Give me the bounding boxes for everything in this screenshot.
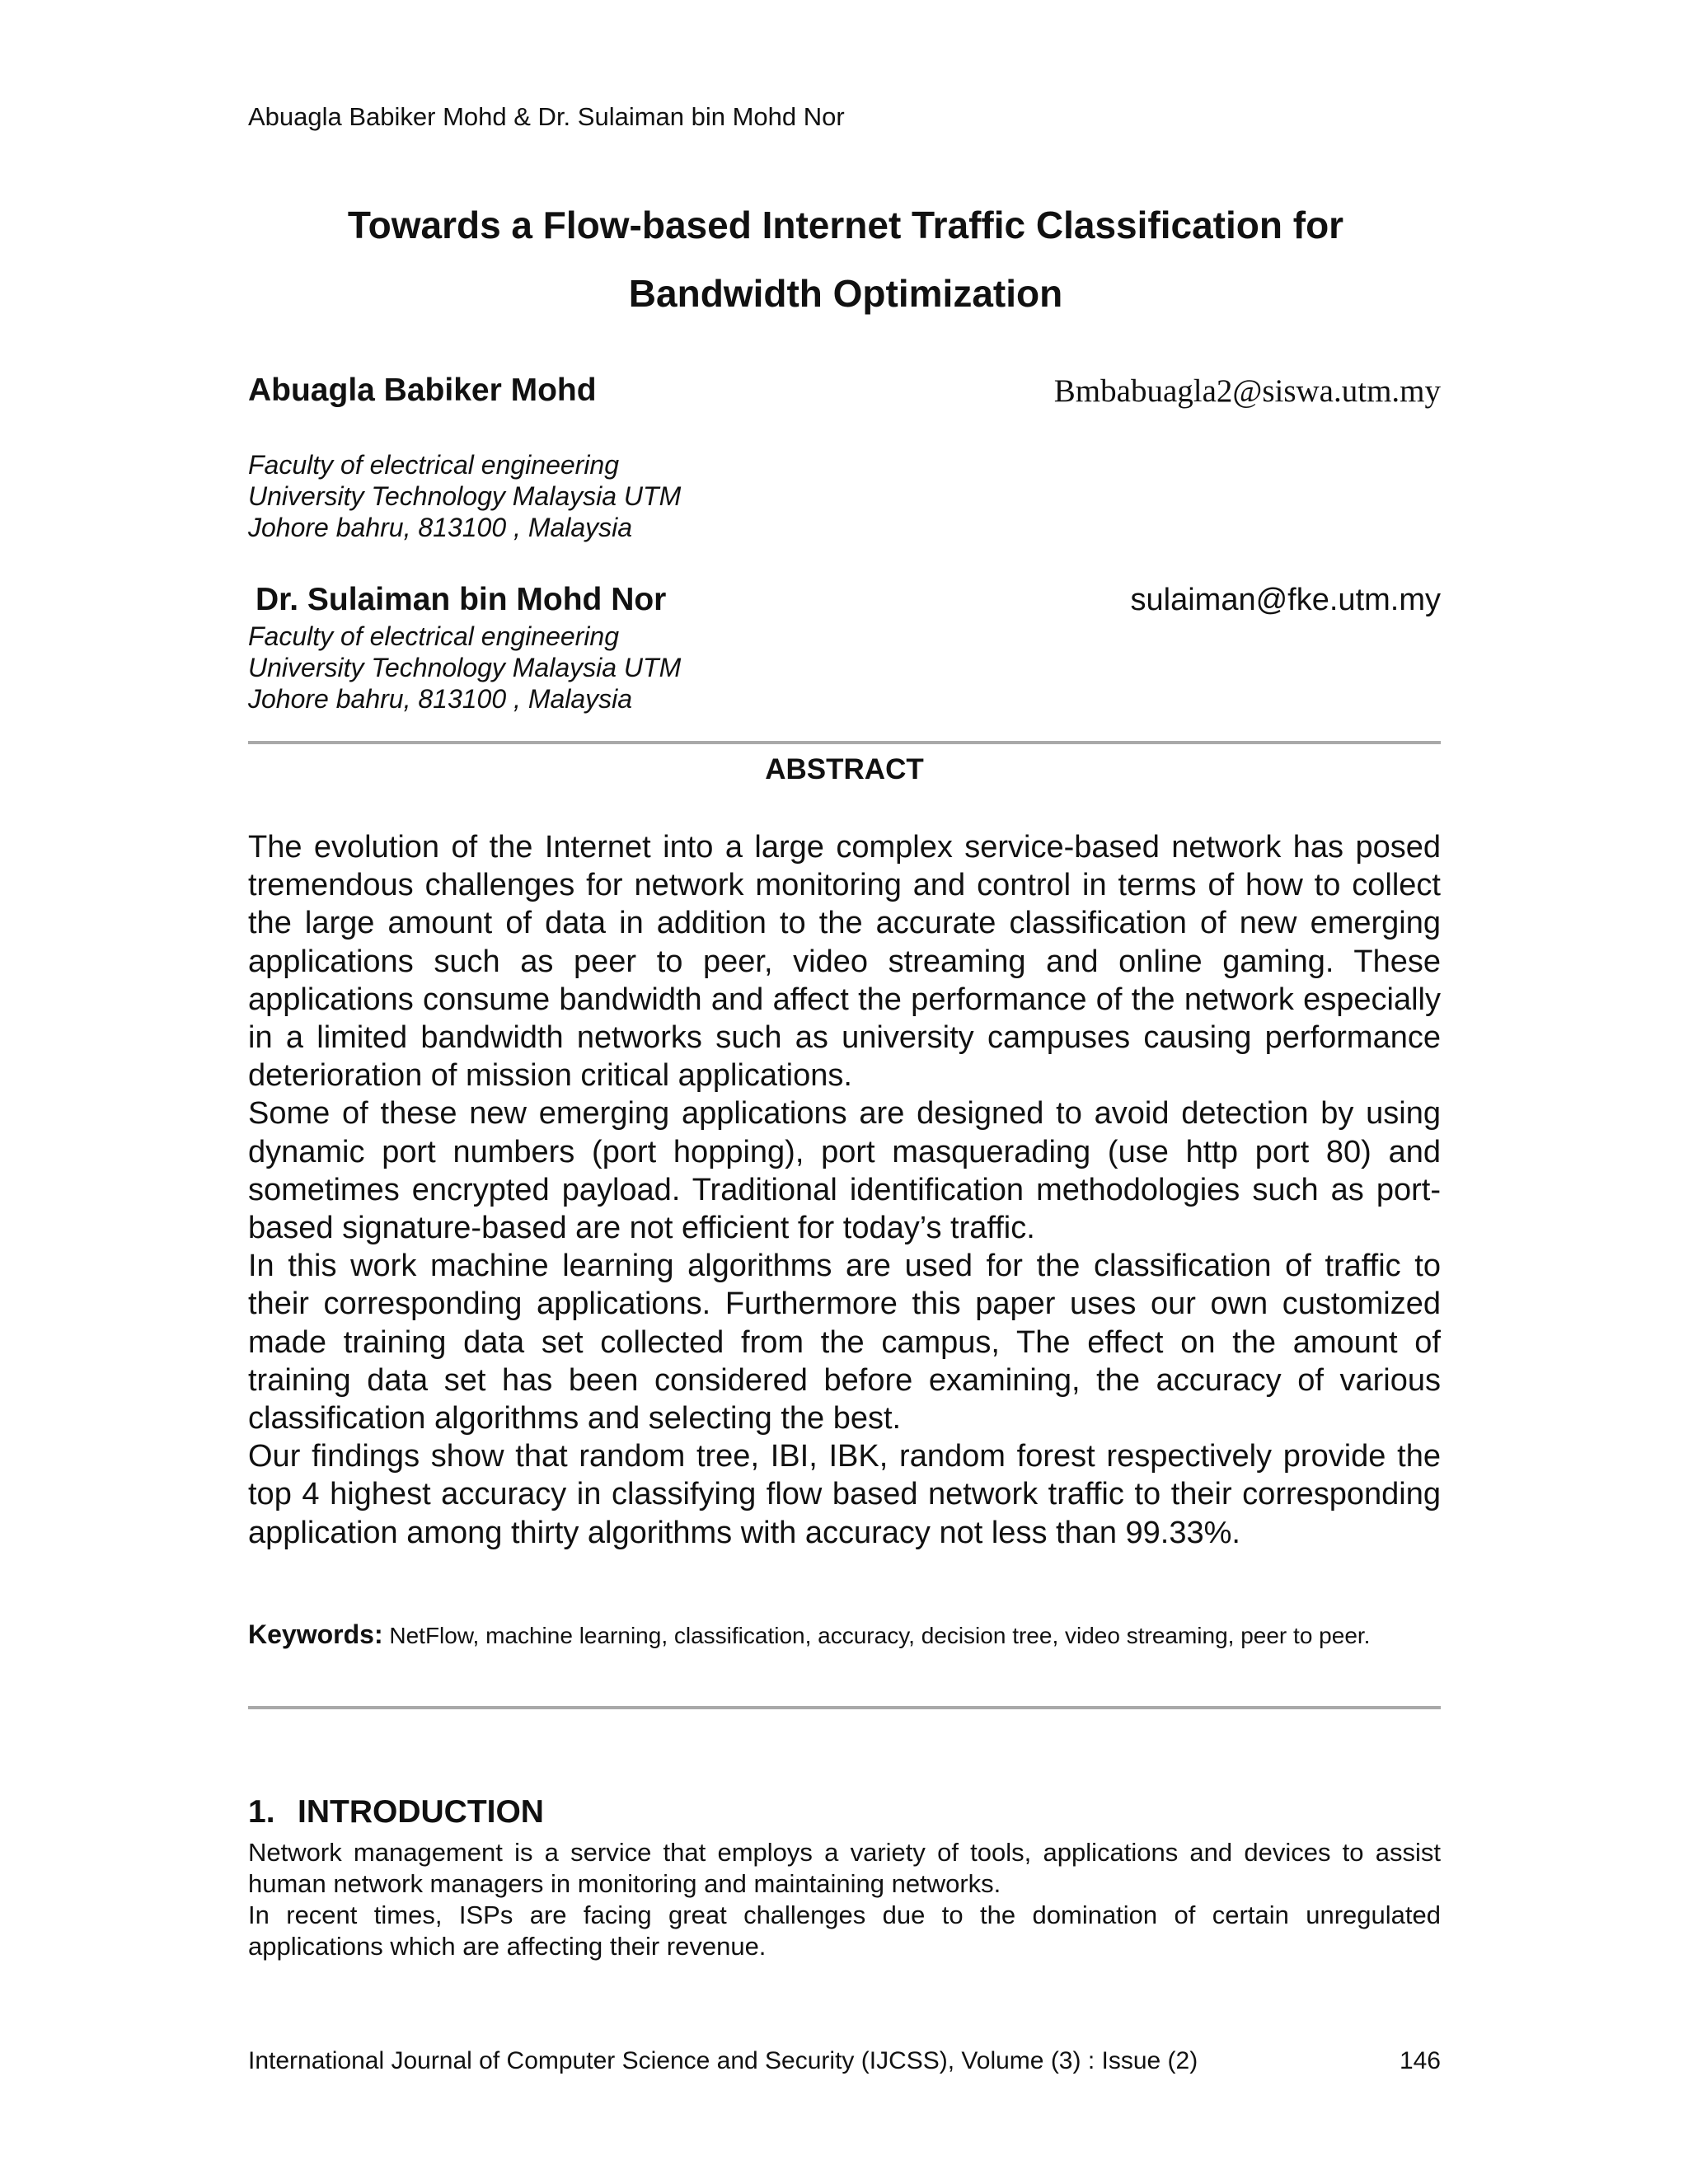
abstract-paragraph: In this work machine learning algorithms are used for the classification of traffic to their corresponding applications. Furthermore this paper uses our own customized made training data set collected from the campus, The effect on the amount of training data set has been considered before examining, the accuracy of various classification algorithms and selecting the best. xyxy=(248,1249,1441,1436)
abstract-paragraph: The evolution of the Internet into a large complex service-based network has posed tremendous challenges for network monitoring and control in terms of how to collect the large amount of data in addition to the accurate classification of new emerging applications such as peer to peer, video streaming and online gaming. These applications consume bandwidth and affect the performance of the network especially in a limited bandwidth networks such as university campuses causing performance deterioration of mission critical applications. xyxy=(248,830,1441,1094)
author-2-affiliation xyxy=(248,621,681,715)
keywords-text: NetFlow, machine learning, classification, accuracy, decision tree, video streaming, peer to peer. xyxy=(389,1623,1371,1648)
author-2-university: University Technology Malaysia UTM xyxy=(248,653,682,682)
author-1-affiliation xyxy=(248,449,681,543)
keywords xyxy=(248,1619,1441,1651)
introduction-body xyxy=(248,1837,1441,1962)
divider-bottom xyxy=(248,1706,1441,1709)
author-1-university: University Technology Malaysia UTM xyxy=(248,481,682,511)
author-2-address: Johore bahru, 813100 , Malaysia xyxy=(248,684,633,714)
running-head: Abuagla Babiker Mohd & Dr. Sulaiman bin Mohd Nor xyxy=(248,102,845,131)
abstract-paragraph: Our findings show that random tree, IBI, IBK, random forest respectively provide the top 4 highest accuracy in classifying flow based network traffic to their corresponding application among thirty algorithms with accuracy not less than 99.33%. xyxy=(248,1439,1441,1550)
author-1-faculty: Faculty of electrical engineering xyxy=(248,450,620,480)
abstract-heading: ABSTRACT xyxy=(765,753,924,785)
divider-top xyxy=(248,741,1441,744)
author-1-email: Bmbabuagla2@siswa.utm.my xyxy=(1053,373,1441,409)
section-heading-introduction xyxy=(248,1793,544,1832)
page-number: 146 xyxy=(1399,2047,1441,2074)
author-2-email: sulaiman@fke.utm.my xyxy=(1130,583,1441,617)
author-1-name: Abuagla Babiker Mohd xyxy=(248,373,597,408)
author-1-address: Johore bahru, 813100 , Malaysia xyxy=(248,513,633,542)
keywords-label: Keywords: xyxy=(248,1619,383,1649)
title-line-2: Bandwidth Optimization xyxy=(628,272,1063,315)
abstract-body xyxy=(248,828,1441,1552)
author-2-name: Dr. Sulaiman bin Mohd Nor xyxy=(256,582,667,617)
introduction-paragraph: In recent times, ISPs are facing great challenges due to the domination of certain unregulated applications which are affecting their revenue. xyxy=(248,1900,1441,1961)
footer-journal: International Journal of Computer Science and Security (IJCSS), Volume (3) : Issue (2) xyxy=(248,2047,1198,2074)
paper-title xyxy=(248,191,1443,328)
author-2-faculty: Faculty of electrical engineering xyxy=(248,621,620,651)
section-title: INTRODUCTION xyxy=(298,1794,544,1830)
title-line-1: Towards a Flow-based Internet Traffic Classification for xyxy=(347,204,1344,246)
abstract-paragraph: Some of these new emerging applications are designed to avoid detection by using dynamic port numbers (port hopping), port masquerading (use http port 80) and sometimes encrypted payload. Traditional identification methodologies such as port-based signature-based are not efficient for today’s traffic. xyxy=(248,1096,1441,1246)
introduction-paragraph: Network management is a service that employs a variety of tools, applications and devices to assist human network managers in monitoring and maintaining networks. xyxy=(248,1838,1441,1898)
section-number: 1. xyxy=(248,1794,275,1830)
